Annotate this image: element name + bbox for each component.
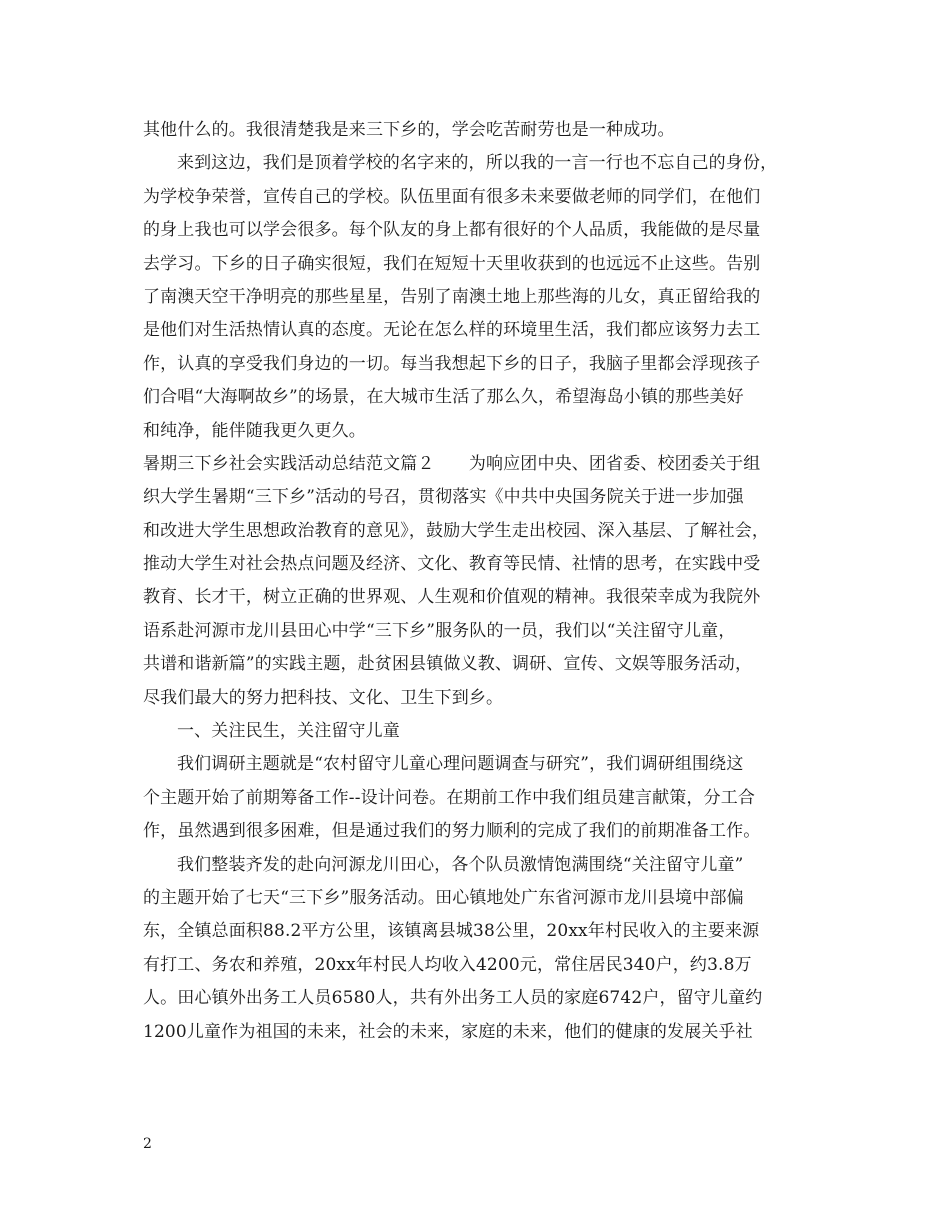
- document-body: [143, 114, 813, 1049]
- text-line: 教育、长才干，树立正确的世界观、人生观和价值观的精神。我很荣幸成为我院外: [143, 587, 761, 608]
- text-line: 人。田心镇外出务工人员6580人，共有外出务工人员的家庭6742户，留守儿童约: [143, 988, 763, 1009]
- text-line: 其他什么的。我很清楚我是来三下乡的，学会吃苦耐劳也是一种成功。: [143, 120, 675, 140]
- text-line: 和纯净，能伴随我更久更久。: [143, 420, 366, 441]
- text-line: 我们调研主题就是“农村留守儿童心理问题调查与研究”，我们调研组围绕这: [177, 754, 744, 775]
- text-line: 是他们对生活热情认真的态度。无论在怎么样的环境里生活，我们都应该努力去工: [143, 320, 761, 341]
- text-line: 暑期三下乡社会实践活动总结范文篇２ 为响应团中央、团省委、校团委关于组: [143, 453, 761, 474]
- text-line: 织大学生暑期“三下乡”活动的号召，贯彻落实《中共中央国务院关于进一步加强: [143, 487, 744, 508]
- text-line: 共谱和谐新篇”的实践主题，赴贫困县镇做义教、调研、宣传、文娱等服务活动，: [143, 654, 753, 675]
- page-number: 2: [143, 1136, 152, 1152]
- text-line: 个主题开始了前期筹备工作--设计问卷。在期前工作中我们组员建言献策，分工合: [143, 787, 756, 808]
- text-line: 们合唱“大海啊故乡”的场景，在大城市生活了那么久，希望海岛小镇的那些美好: [143, 387, 744, 408]
- text-line: 1200儿童作为祖国的未来，社会的未来，家庭的未来，他们的健康的发展关乎社: [143, 1021, 753, 1042]
- text-line: 去学习。下乡的日子确实很短，我们在短短十天里收获到的也远远不止这些。告别: [143, 253, 761, 274]
- text-line: 来到这边，我们是顶着学校的名字来的，所以我的一言一行也不忘自己的身份，: [177, 153, 778, 174]
- text-line: 推动大学生对社会热点问题及经济、文化、教育等民情、社情的思考，在实践中受: [143, 554, 761, 575]
- text-line: 作，认真的享受我们身边的一切。每当我想起下乡的日子，我脑子里都会浮现孩子: [143, 353, 761, 374]
- text-line: 有打工、务农和养殖，20xx年村民人均收入4200元，常住居民340户，约3.8万: [143, 954, 752, 975]
- text-line: 作，虽然遇到很多困难，但是通过我们的努力顺利的完成了我们的前期准备工作。: [143, 821, 761, 842]
- text-line: 语系赴河源市龙川县田心中学“三下乡”服务队的一员，我们以“关注留守儿童，: [143, 620, 736, 641]
- text-line: 的身上我也可以学会很多。每个队友的身上都有很好的个人品质，我能做的是尽量: [143, 220, 761, 241]
- text-line: 一、关注民生，关注留守儿童: [177, 721, 400, 742]
- text-line: 尽我们最大的努力把科技、文化、卫生下到乡。: [143, 687, 504, 708]
- text-line: 的主题开始了七天“三下乡”服务活动。田心镇地处广东省河源市龙川县境中部偏: [143, 887, 744, 908]
- text-line: 为学校争荣誉，宣传自己的学校。队伍里面有很多未来要做老师的同学们，在他们: [143, 186, 761, 207]
- text-line: 了南澳天空干净明亮的那些星星，告别了南澳土地上那些海的儿女，真正留给我的: [143, 286, 761, 307]
- text-line: 东，全镇总面积88.2平方公里，该镇离县城38公里，20xx年村民收入的主要来源: [143, 921, 760, 942]
- text-line: 和改进大学生思想政治教育的意见》，鼓励大学生走出校园、深入基层、了解社会，: [143, 520, 770, 541]
- text-line: 我们整装齐发的赴向河源龙川田心，各个队员激情饱满围绕“关注留守儿童”: [177, 854, 744, 875]
